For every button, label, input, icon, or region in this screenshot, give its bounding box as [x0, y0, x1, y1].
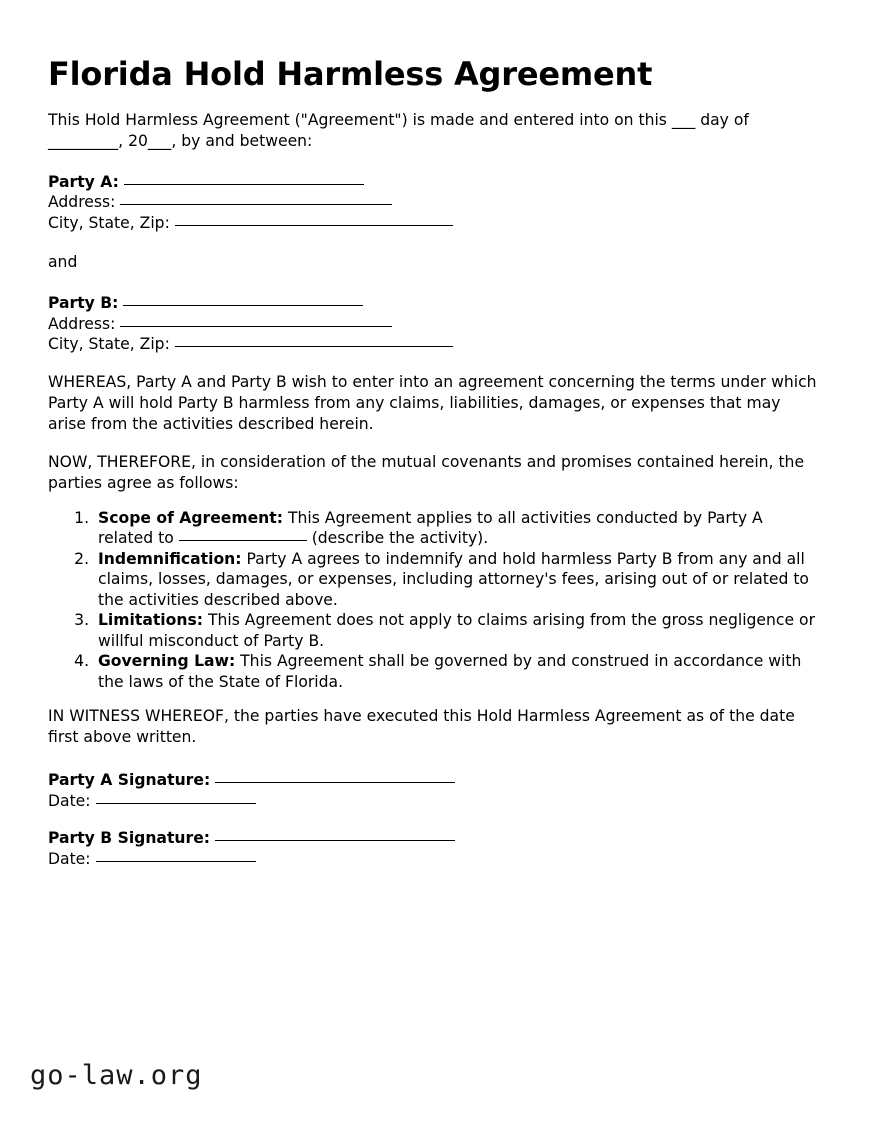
- term-item: [94, 508, 821, 549]
- party-a-address-label: Address:: [48, 193, 116, 212]
- party-a-city-blank[interactable]: [175, 225, 453, 226]
- party-a-date-blank[interactable]: [96, 803, 256, 804]
- party-b-city-line: [48, 334, 821, 355]
- term-heading: Limitations:: [98, 611, 203, 630]
- term-text: This Agreement does not apply to claims arising from the gross negligence or willful misconduct of Party B.: [98, 611, 815, 650]
- term-heading: Scope of Agreement:: [98, 508, 283, 527]
- party-b-address-label: Address:: [48, 314, 116, 333]
- party-b-label: Party B:: [48, 294, 119, 313]
- party-a-city-label: City, State, Zip:: [48, 213, 170, 232]
- term-text-before-blank: This Agreement applies to all activities conducted by Party A related to: [98, 508, 763, 548]
- term-text: Party A agrees to indemnify and hold harmless Party B from any and all claims, losses, damages, or expenses, including attorney's fees, arising out of or related to the activities described above.: [98, 549, 809, 609]
- term-activity-blank[interactable]: [179, 540, 307, 541]
- term-text: This Agreement shall be governed by and construed in accordance with the laws of the State of Florida.: [98, 652, 802, 691]
- conjunction-and: and: [48, 253, 78, 272]
- party-a-signature-blank[interactable]: [215, 782, 455, 783]
- party-a-signature-label: Party A Signature:: [48, 771, 211, 790]
- party-b-name-line: [48, 293, 821, 314]
- signature-block: [48, 748, 821, 870]
- party-b-date-label: Date:: [48, 850, 91, 869]
- whereas-paragraph: WHEREAS, Party A and Party B wish to enter into an agreement concerning the terms under which Party A will hold Party B harmless from any claims, liabilities, damages, or expenses that may arise from the activities described herein.: [48, 372, 817, 433]
- party-b-name-blank[interactable]: [123, 305, 363, 306]
- party-a-signature-line: [48, 770, 821, 791]
- party-b-signature-line: [48, 828, 821, 849]
- term-item: [94, 610, 821, 651]
- party-a-date-line: [48, 791, 821, 812]
- term-heading: Indemnification:: [98, 549, 242, 568]
- document-body: [48, 0, 821, 870]
- party-a-address-blank[interactable]: [120, 204, 392, 205]
- party-b-date-blank[interactable]: [96, 861, 256, 862]
- intro-paragraph: This Hold Harmless Agreement ("Agreement") is made and entered into on this ___ day of _________, 20___, by and between:: [48, 110, 749, 150]
- party-b-address-line: [48, 314, 821, 335]
- term-item: [94, 549, 821, 611]
- party-b-address-blank[interactable]: [120, 326, 392, 327]
- term-text-after-blank: (describe the activity).: [306, 529, 489, 548]
- party-a-city-line: [48, 213, 821, 234]
- party-b-city-label: City, State, Zip:: [48, 335, 170, 354]
- party-b-block: [48, 273, 821, 355]
- party-a-label: Party A:: [48, 172, 119, 191]
- party-a-name-blank[interactable]: [124, 184, 364, 185]
- party-a-block: [48, 152, 821, 234]
- party-b-city-blank[interactable]: [175, 346, 453, 347]
- witness-paragraph: IN WITNESS WHEREOF, the parties have executed this Hold Harmless Agreement as of the date first above written.: [48, 707, 795, 747]
- term-heading: Governing Law:: [98, 652, 236, 671]
- party-b-signature-blank[interactable]: [215, 840, 455, 841]
- party-a-date-label: Date:: [48, 792, 91, 811]
- site-watermark: go-law.org: [30, 1060, 203, 1091]
- signature-spacer: [48, 812, 821, 828]
- party-b-date-line: [48, 849, 821, 870]
- term-item: [94, 651, 821, 692]
- party-a-name-line: [48, 172, 821, 193]
- terms-list: [48, 494, 821, 693]
- page-title: Florida Hold Harmless Agreement: [48, 55, 653, 93]
- now-therefore-paragraph: NOW, THEREFORE, in consideration of the mutual covenants and promises contained herein, the parties agree as follows:: [48, 452, 805, 492]
- party-b-signature-label: Party B Signature:: [48, 829, 211, 848]
- party-a-address-line: [48, 192, 821, 213]
